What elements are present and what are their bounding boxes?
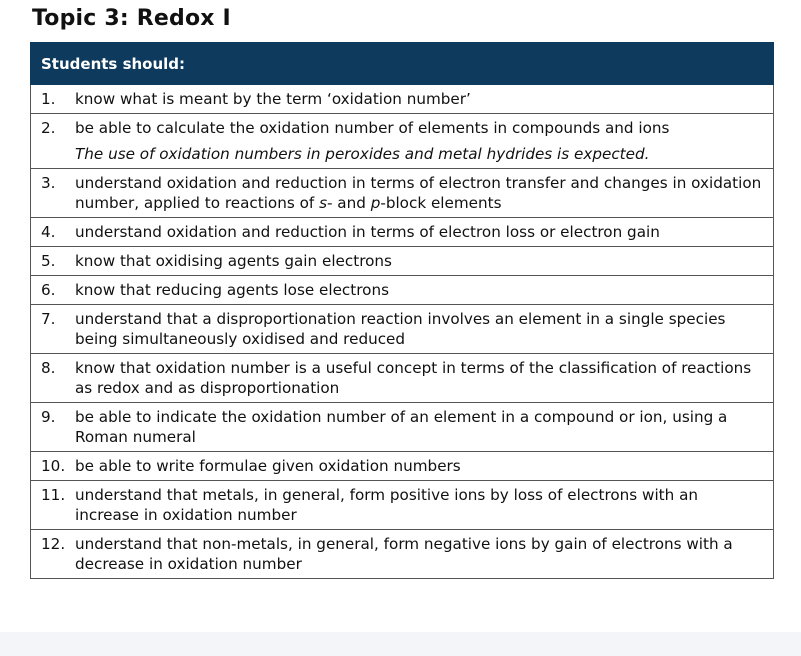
table-row — [31, 276, 774, 305]
p-block-letter: p — [370, 194, 381, 212]
item-number: 12. — [41, 535, 66, 553]
item-text: understand that non-metals, in general, form negative ions by gain of electrons with a decrease in oxidation number — [75, 535, 733, 573]
item-text: be able to indicate the oxidation number of an element in a compound or ion, using a Roman numeral — [75, 408, 728, 446]
item-text: be able to calculate the oxidation number of elements in compounds and ions — [75, 119, 670, 137]
item-number: 8. — [41, 359, 56, 377]
item-number: 9. — [41, 408, 56, 426]
table-row — [31, 85, 774, 114]
item-number: 3. — [41, 174, 56, 192]
item-number: 5. — [41, 252, 56, 270]
table-row — [31, 247, 774, 276]
item-number: 2. — [41, 119, 56, 137]
table-row — [31, 114, 774, 169]
item-number: 7. — [41, 310, 56, 328]
table-row — [31, 530, 774, 579]
item-note: The use of oxidation numbers in peroxides and metal hydrides is expected. — [75, 145, 650, 163]
item-text: know that reducing agents lose electrons — [75, 281, 389, 299]
s-block-letter: s — [319, 194, 327, 212]
page-title: Topic 3: Redox I — [32, 6, 231, 31]
table-row — [31, 354, 774, 403]
item-text: be able to write formulae given oxidation numbers — [75, 457, 461, 475]
specification-table — [30, 42, 774, 579]
item-text: know that oxidation number is a useful concept in terms of the classification of reactions as redox and as disproportionation — [75, 359, 752, 397]
item-number: 1. — [41, 90, 56, 108]
item-number: 10. — [41, 457, 66, 475]
item-text: understand that metals, in general, form positive ions by loss of electrons with an increase in oxidation number — [75, 486, 699, 524]
table-header: Students should: — [31, 43, 774, 85]
item-text: understand oxidation and reduction in terms of electron loss or electron gain — [75, 223, 660, 241]
table-row — [31, 305, 774, 354]
item-text: know that oxidising agents gain electrons — [75, 252, 392, 270]
table-row — [31, 218, 774, 247]
item-number: 6. — [41, 281, 56, 299]
item-text: understand that a disproportionation reaction involves an element in a single species being simultaneously oxidised and reduced — [75, 310, 726, 348]
item-text: know what is meant by the term ‘oxidation number’ — [75, 90, 471, 108]
table-row — [31, 169, 774, 218]
table-row — [31, 403, 774, 452]
item-text: understand oxidation and reduction in terms of electron transfer and changes in oxidation number, applied to reactions of s- and p-block elements — [75, 174, 762, 212]
item-number: 11. — [41, 486, 66, 504]
table-row — [31, 481, 774, 530]
table-header-row — [31, 43, 774, 85]
item-number: 4. — [41, 223, 56, 241]
table-row — [31, 452, 774, 481]
